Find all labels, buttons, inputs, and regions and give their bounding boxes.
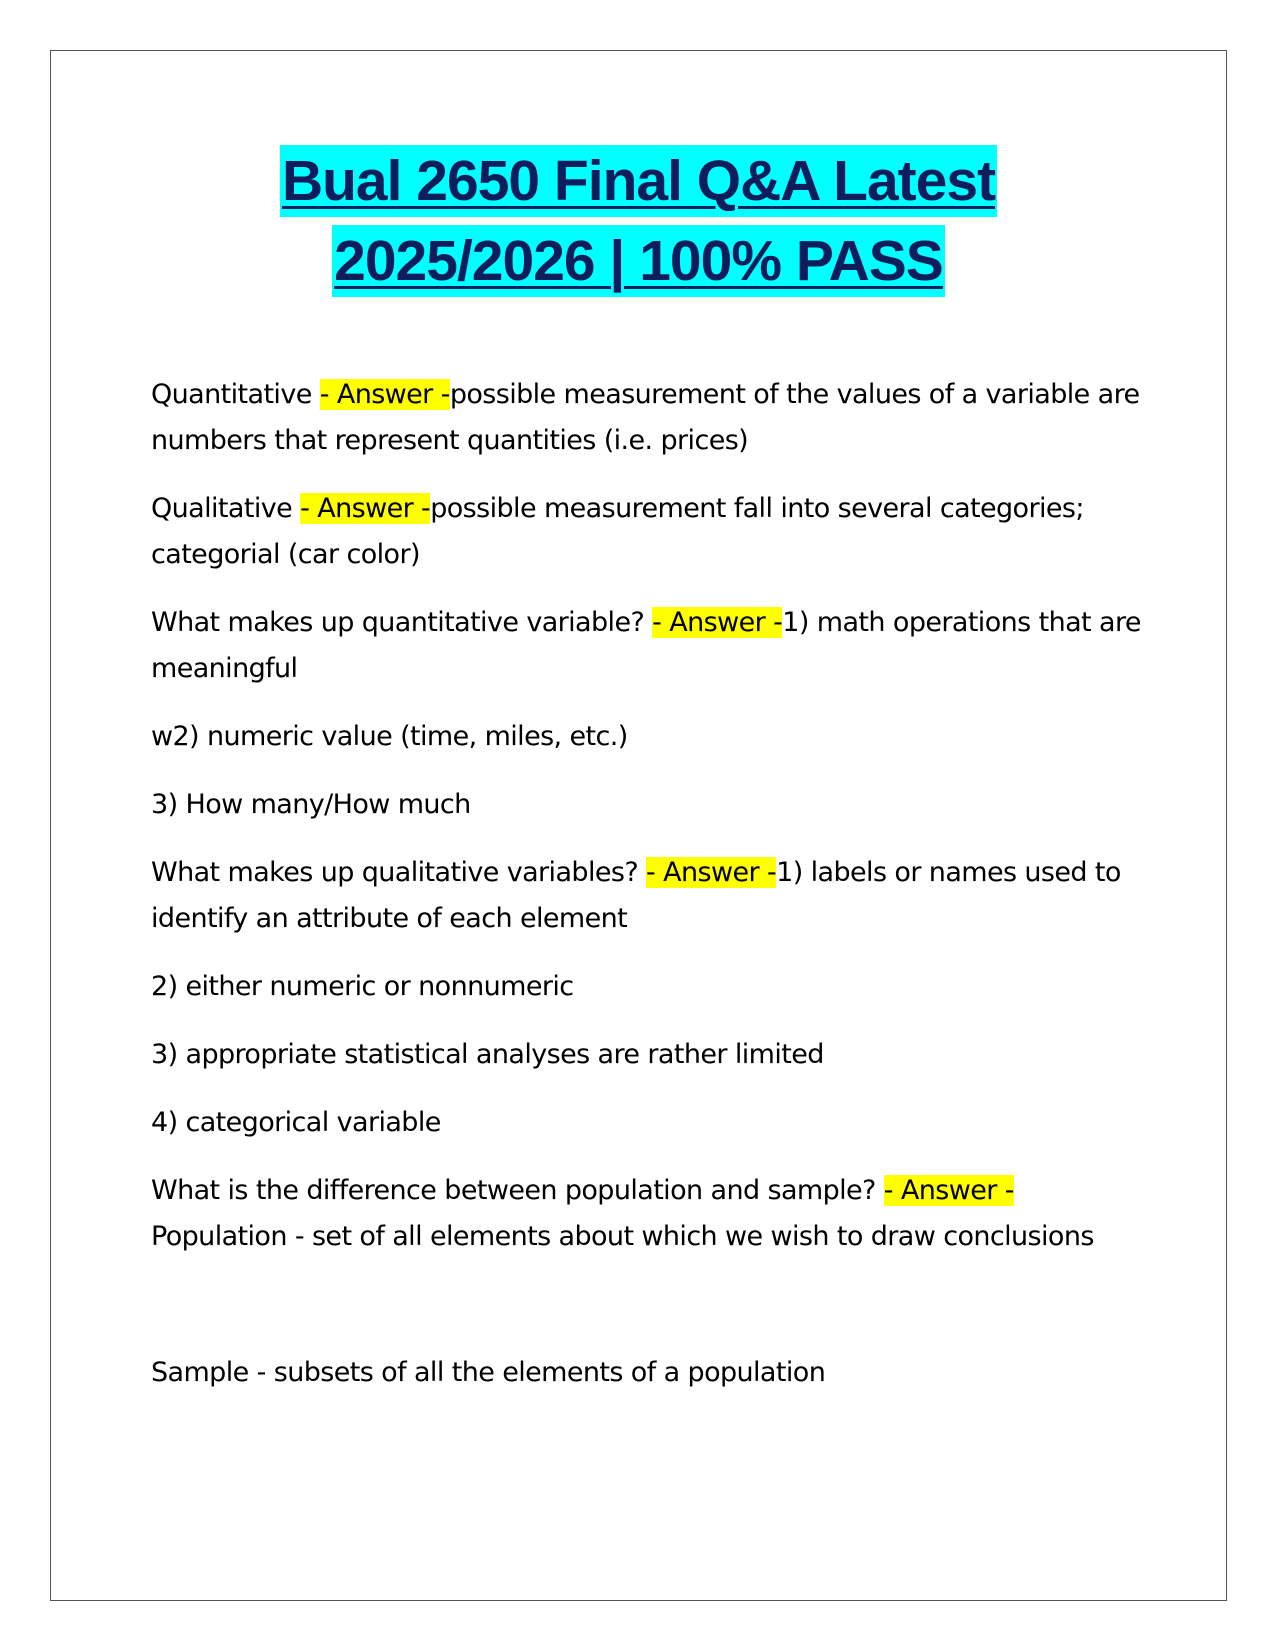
answer-continuation: Sample - subsets of all the elements of a population xyxy=(151,1357,826,1388)
question-text: What makes up quantitative variable? xyxy=(151,607,653,638)
answer-marker: - Answer - xyxy=(319,379,450,410)
qa-item-population-sample xyxy=(151,1168,1141,1260)
document-title xyxy=(50,145,1227,305)
qa-item-qualitative xyxy=(151,486,1141,578)
qa-item-qualitative-variables xyxy=(151,850,1141,942)
answer-continuation: 4) categorical variable xyxy=(151,1107,441,1138)
answer-marker: - Answer - xyxy=(300,493,431,524)
answer-text: Population - set of all elements about which we wish to draw conclusions xyxy=(151,1221,1094,1252)
question-text: Qualitative xyxy=(151,493,301,524)
answer-text: 1) labels or names used to identify an attribute of each element xyxy=(151,857,1121,934)
answer-continuation: w2) numeric value (time, miles, etc.) xyxy=(151,721,628,752)
answer-continuation: 3) appropriate statistical analyses are rather limited xyxy=(151,1039,824,1070)
question-text: Quantitative xyxy=(151,379,320,410)
answer-marker: - Answer - xyxy=(652,607,783,638)
qa-item-quantitative xyxy=(151,372,1141,464)
title-line-1: Bual 2650 Final Q&A Latest xyxy=(280,145,997,217)
answer-continuation: 2) either numeric or nonnumeric xyxy=(151,971,574,1002)
answer-text: possible measurement fall into several categories; categorial (car color) xyxy=(151,493,1084,570)
answer-continuation: 3) How many/How much xyxy=(151,789,471,820)
answer-text: possible measurement of the values of a variable are numbers that represent quantities (i.e. prices) xyxy=(151,379,1140,456)
qa-content xyxy=(151,372,1141,1418)
paragraph-gap xyxy=(151,1282,1141,1350)
title-line-2: 2025/2026 | 100% PASS xyxy=(332,225,945,297)
answer-marker: - Answer - xyxy=(646,857,777,888)
answer-marker: - Answer - xyxy=(883,1175,1014,1206)
question-text: What is the difference between population and sample? xyxy=(151,1175,884,1206)
question-text: What makes up qualitative variables? xyxy=(151,857,647,888)
qa-item-quantitative-variable xyxy=(151,600,1141,692)
answer-text: 1) math operations that are meaningful xyxy=(151,607,1141,684)
